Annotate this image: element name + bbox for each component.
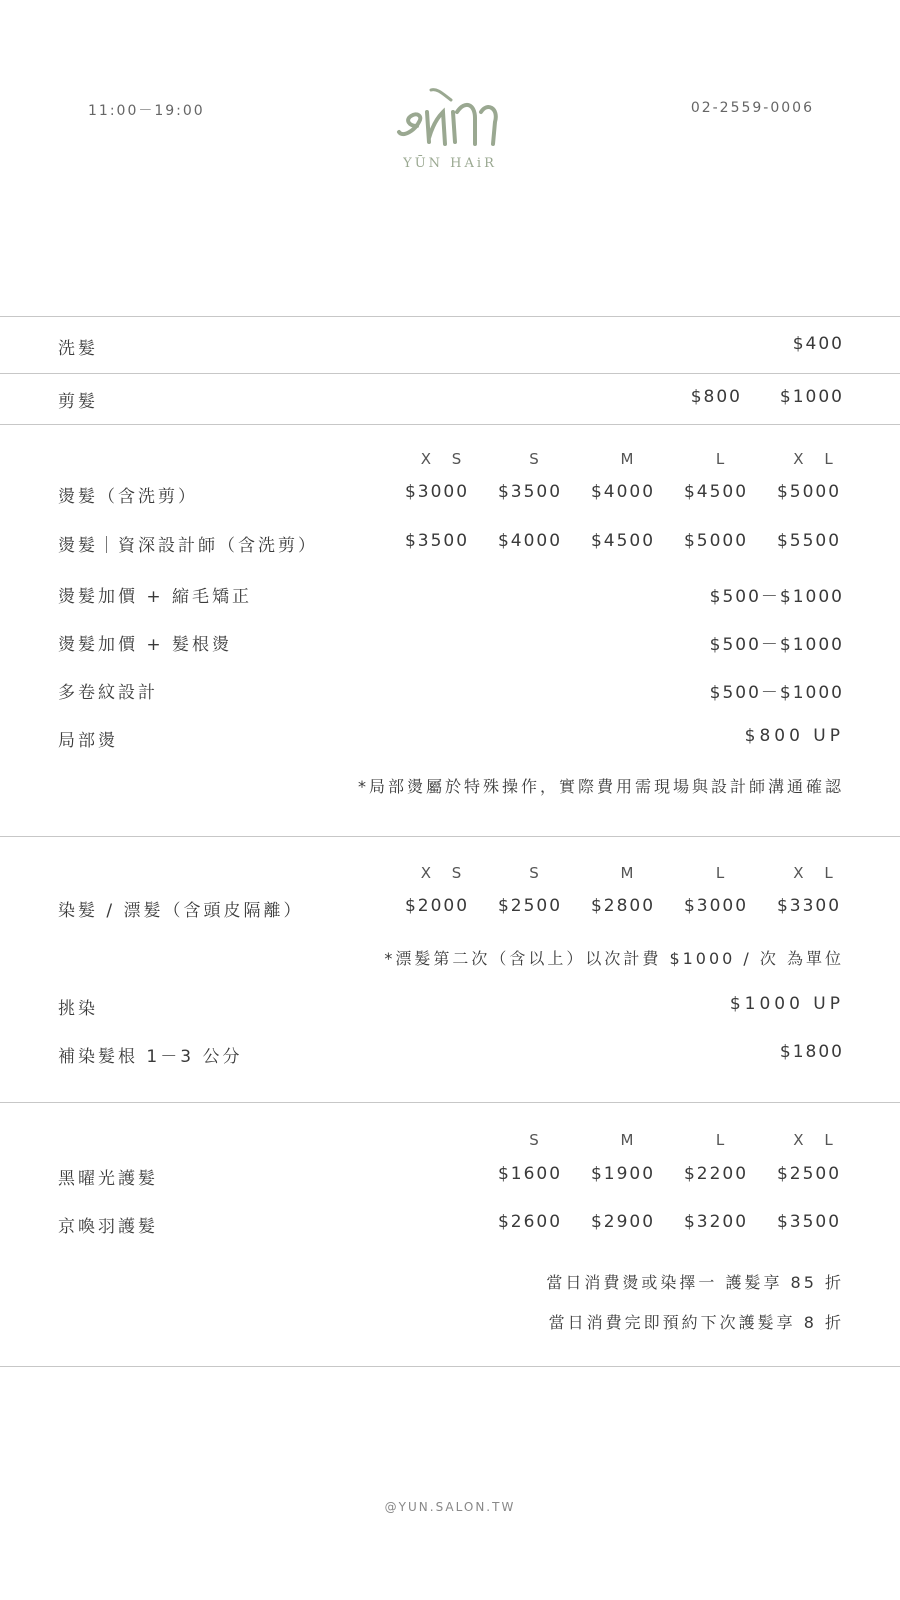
price-cell: $3300 <box>776 896 842 916</box>
instagram-handle[interactable]: @YUN.SALON.TW <box>384 1500 516 1514</box>
size-col: L <box>715 864 733 882</box>
price-cell: $2900 <box>590 1212 656 1232</box>
price-cell: $5000 <box>683 531 749 551</box>
perm-senior-row-label: 燙髮｜資深設計師（含洗剪） <box>58 536 318 556</box>
price-cell: $4000 <box>590 482 656 502</box>
service-wash-price: $400 <box>792 334 844 354</box>
color-extra-price: $1000 UP <box>729 994 844 1014</box>
yun-script-logo-icon <box>395 82 505 154</box>
price-cell: $2800 <box>590 896 656 916</box>
price-cell: $3000 <box>404 482 470 502</box>
color-extra-label: 補染髮根 1－3 公分 <box>58 1047 243 1067</box>
service-wash-label: 洗髮 <box>58 339 98 359</box>
price-cell: $3500 <box>776 1212 842 1232</box>
color-extra-price: $1800 <box>779 1042 844 1062</box>
perm-extra-label: 多卷紋設計 <box>58 683 158 703</box>
price-cell: $3200 <box>683 1212 749 1232</box>
price-cell: $3500 <box>404 531 470 551</box>
size-col: S <box>529 450 547 468</box>
price-cell: $4500 <box>683 482 749 502</box>
price-cell: $2500 <box>776 1164 842 1184</box>
price-cell: $2000 <box>404 896 470 916</box>
size-col: X L <box>793 1131 841 1149</box>
size-col: X S <box>420 450 470 468</box>
phone-number[interactable]: 02-2559-0006 <box>690 100 814 116</box>
price-cell: $5000 <box>776 482 842 502</box>
service-cut-label: 剪髮 <box>58 392 98 412</box>
size-col: X S <box>420 864 470 882</box>
divider <box>0 836 900 837</box>
size-col: S <box>529 864 547 882</box>
color-extra-label: 挑染 <box>58 999 98 1019</box>
price-cell: $5500 <box>776 531 842 551</box>
price-cell: $2500 <box>497 896 563 916</box>
business-hours: 11:00－19:00 <box>88 103 205 119</box>
perm-note: *局部燙屬於特殊操作，實際費用需現場與設計師溝通確認 <box>357 777 844 796</box>
price-cell: $4000 <box>497 531 563 551</box>
brand-name: YŪN HAiR <box>403 156 497 171</box>
perm-extra-price: $500－$1000 <box>709 635 844 655</box>
size-col: M <box>620 864 642 882</box>
service-cut-price-2: $1000 <box>779 387 844 407</box>
price-cell: $2600 <box>497 1212 563 1232</box>
price-cell: $2200 <box>683 1164 749 1184</box>
perm-row-label: 燙髮（含洗剪） <box>58 487 198 507</box>
divider <box>0 424 900 425</box>
price-cell: $4500 <box>590 531 656 551</box>
treatment-promo-1: 當日消費燙或染擇一 護髮享 85 折 <box>546 1273 844 1292</box>
divider <box>0 1366 900 1367</box>
price-cell: $3500 <box>497 482 563 502</box>
divider <box>0 373 900 374</box>
perm-extra-price: $500－$1000 <box>709 683 844 703</box>
size-col: X L <box>793 450 841 468</box>
size-col: M <box>620 450 642 468</box>
color-row-label: 染髮 / 漂髮（含頭皮隔離） <box>58 901 304 921</box>
service-cut-price-1: $800 <box>690 387 742 407</box>
size-col: X L <box>793 864 841 882</box>
size-col: L <box>715 450 733 468</box>
perm-extra-label: 燙髮加價 + 縮毛矯正 <box>58 587 253 607</box>
perm-extra-label: 局部燙 <box>58 731 118 751</box>
treatment-row-label: 京喚羽護髮 <box>58 1217 158 1237</box>
divider <box>0 1102 900 1103</box>
divider <box>0 316 900 317</box>
treatment-row-label: 黑曜光護髮 <box>58 1169 158 1189</box>
perm-extra-label: 燙髮加價 + 髮根燙 <box>58 635 233 655</box>
size-col: M <box>620 1131 642 1149</box>
size-col: L <box>715 1131 733 1149</box>
price-cell: $1600 <box>497 1164 563 1184</box>
perm-extra-price: $800 UP <box>744 726 844 746</box>
size-col: S <box>529 1131 547 1149</box>
brand-logo <box>0 82 900 171</box>
price-cell: $1900 <box>590 1164 656 1184</box>
color-note: *漂髮第二次（含以上）以次計費 $1000 / 次 為單位 <box>384 949 844 968</box>
perm-extra-price: $500－$1000 <box>709 587 844 607</box>
price-cell: $3000 <box>683 896 749 916</box>
treatment-promo-2: 當日消費完即預約下次護髮享 8 折 <box>548 1313 844 1332</box>
